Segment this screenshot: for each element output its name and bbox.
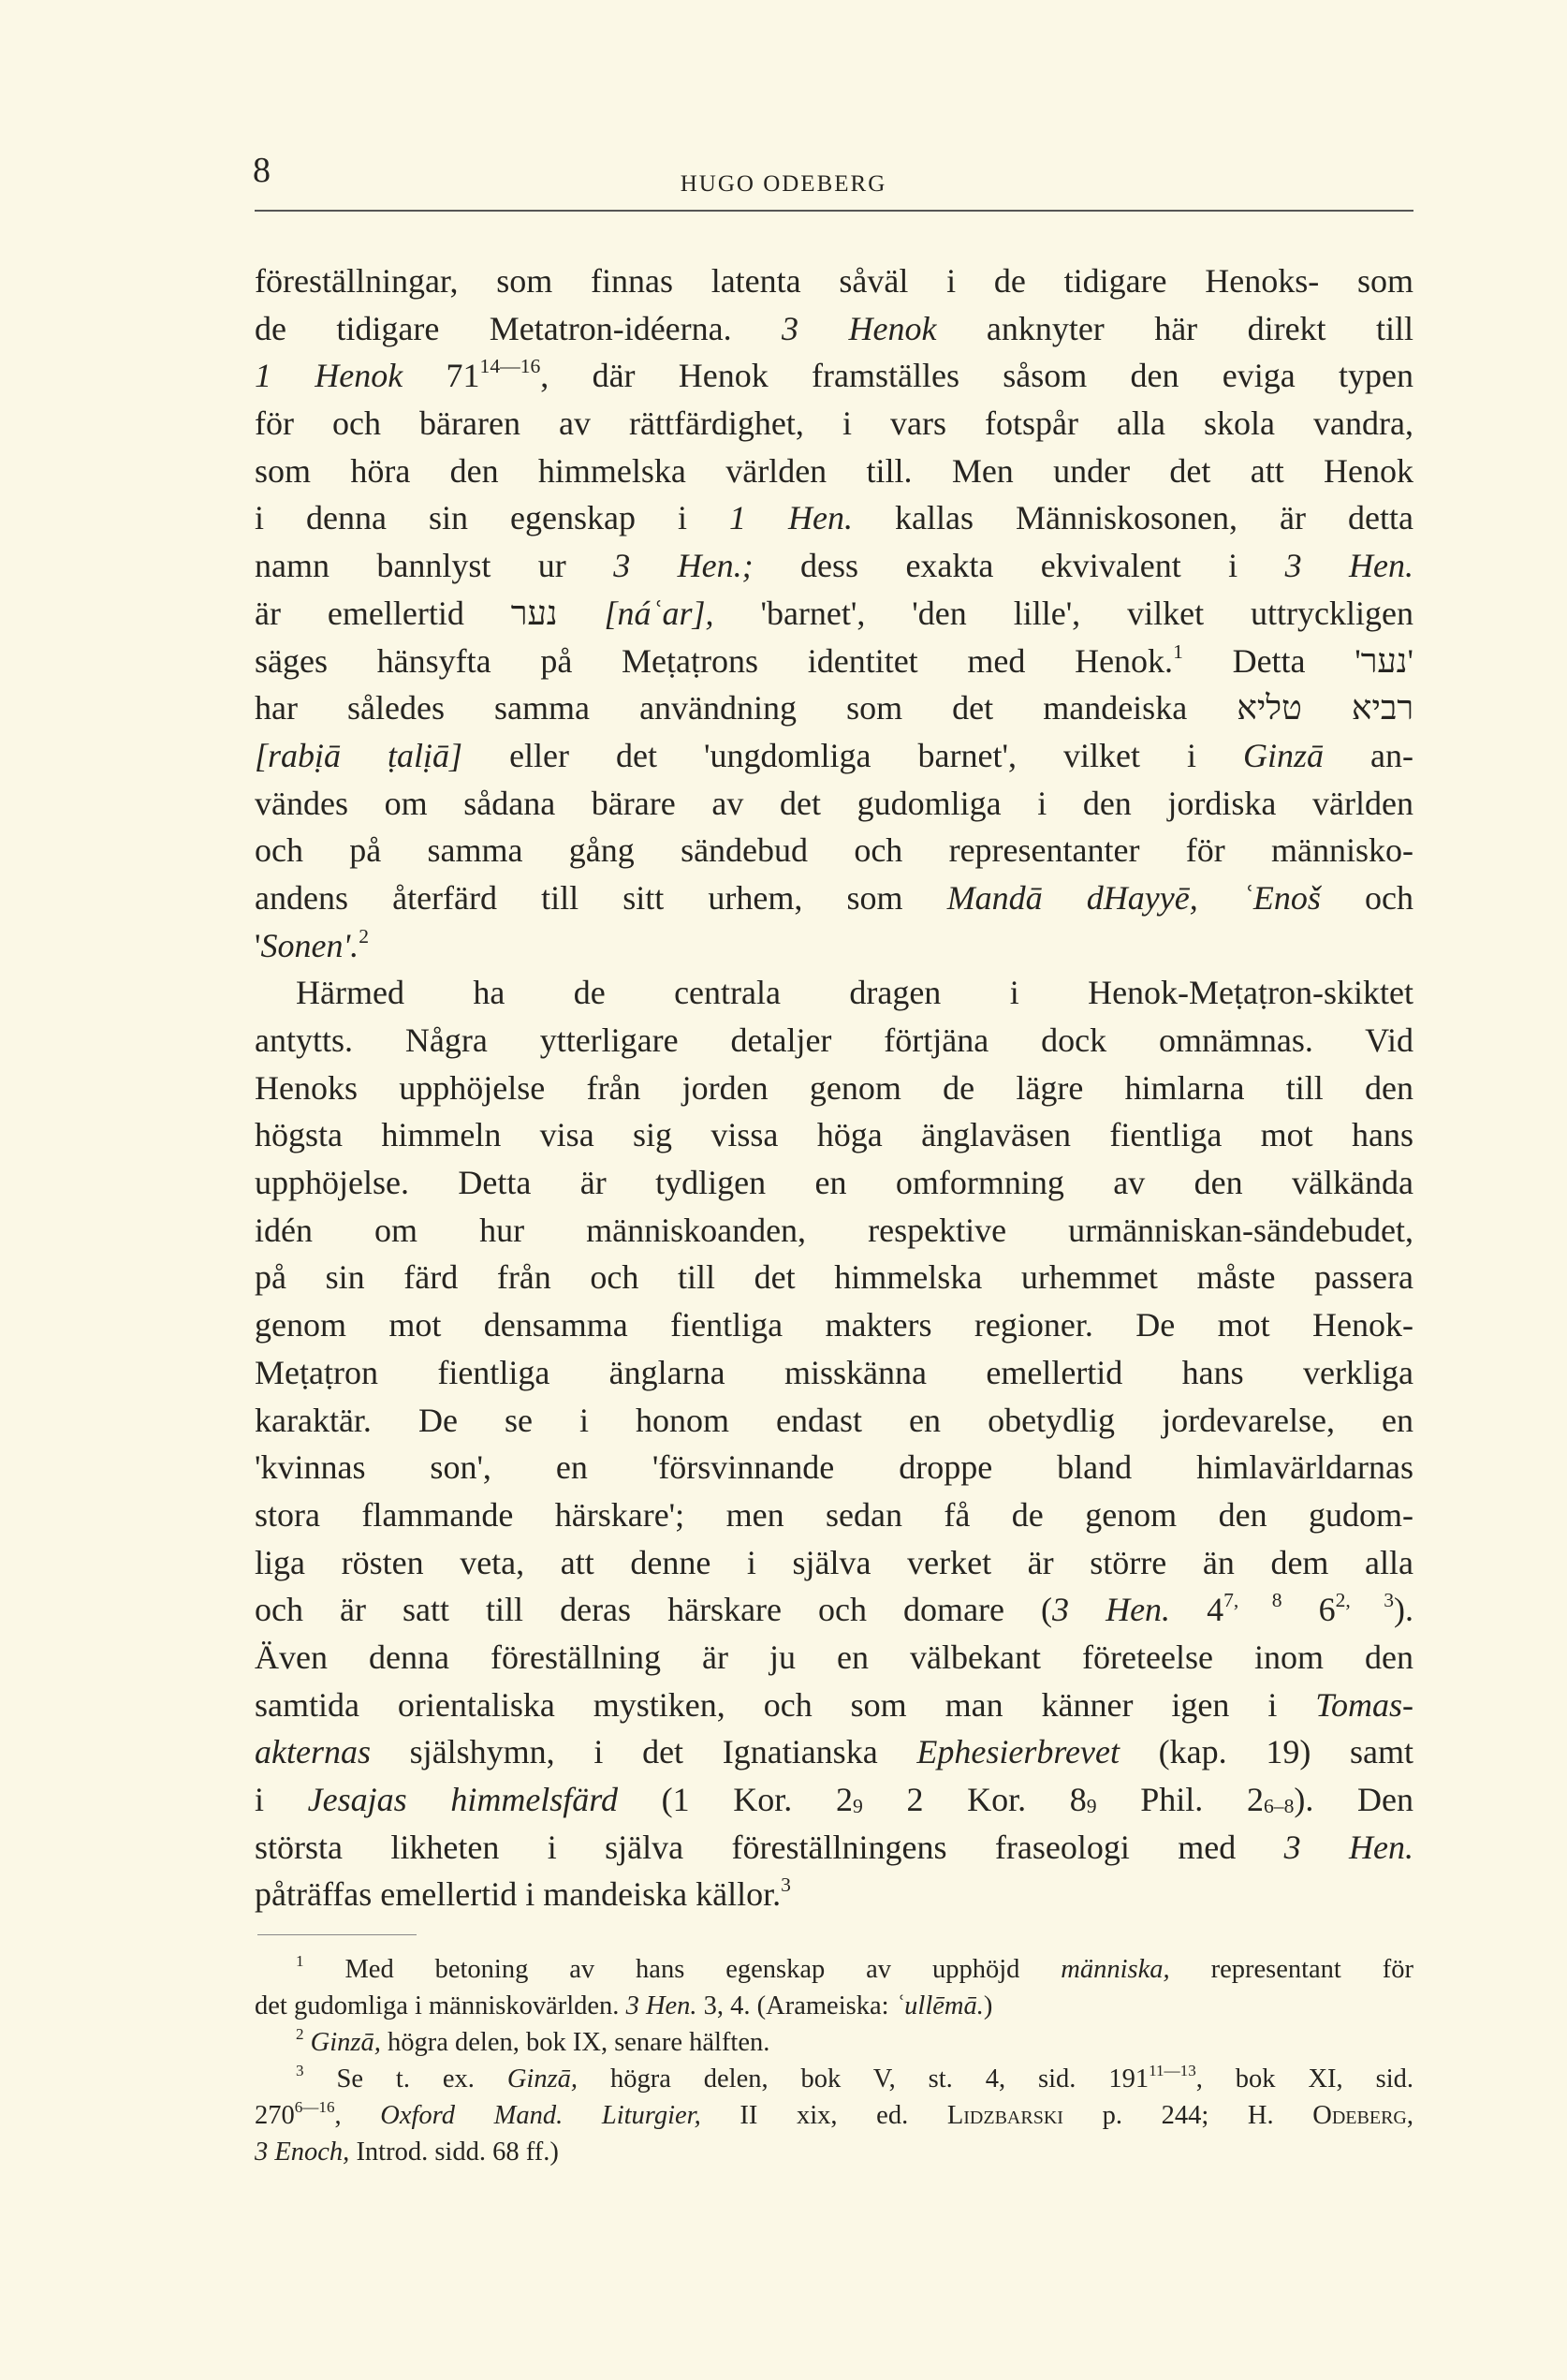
reference-mark: 6—16 [294, 2098, 335, 2117]
text-segment: 71 [403, 357, 480, 395]
text-segment: p. 244; H. [1062, 2101, 1313, 2130]
italic-text: Ephesierbrevet [916, 1733, 1120, 1771]
text-line [255, 1159, 1413, 1207]
footnote-rule [257, 1934, 417, 1935]
text-line [255, 257, 1413, 305]
text-line [255, 1728, 1413, 1776]
text-segment [304, 2028, 311, 2057]
text-segment: påträffas emellertid i mandeiska källor. [255, 1875, 782, 1914]
reference-mark: 2 [296, 2025, 304, 2044]
text-segment: säges hänsyfta på Meṭaṭrons identitet med Henok. [255, 641, 1174, 680]
text-segment: Härmed ha de centrala dragen i Henok-Meṭaṭron-skiktet [296, 974, 1413, 1012]
text-segment: högra delen, bok V, st. 4, sid. 191 [578, 2064, 1150, 2094]
italic-text: [náʿar], [604, 594, 714, 632]
italic-text: 3 Hen. [625, 1991, 697, 2020]
text-segment: Även denna föreställning är ju en välbekant företeelse inom den [255, 1638, 1413, 1676]
italic-text: 3 Hen. [1283, 1828, 1413, 1866]
text-segment: representant för [1169, 1955, 1413, 1984]
text-segment: Phil. 2 [1096, 1781, 1264, 1818]
text-segment: i denna sin egenskap i [255, 499, 730, 537]
text-segment: på sin färd från och till det himmelska urhemmet måste passera [255, 1258, 1413, 1297]
text-segment: eller det 'ungdomliga barnet', vilket i [462, 736, 1243, 774]
text-line [255, 638, 1413, 685]
reference-mark: 9 [1086, 1795, 1097, 1818]
text-segment: 4 [1170, 1591, 1224, 1629]
text-segment: ) [983, 1991, 993, 2020]
text-segment: högsta himmeln visa sig vissa höga änglaväsen fientliga mot hans [255, 1116, 1413, 1154]
text-segment: 270 [255, 2101, 295, 2130]
text-segment: har således samma användning som det mandeiska רביא טליא [255, 689, 1413, 727]
italic-text: Mandā dHayyē, [946, 878, 1198, 917]
text-segment: 2 Kor. 8 [862, 1781, 1087, 1818]
reference-mark: 2 [359, 924, 369, 948]
italic-text: Oxford Mand. Liturgier, [380, 2101, 701, 2130]
text-line [255, 827, 1413, 874]
text-segment: (kap. 19) samt [1119, 1733, 1413, 1771]
text-segment: de tidigare Metatron-idéerna. [255, 309, 783, 347]
page-number: 8 [253, 151, 271, 190]
text-line [255, 1207, 1413, 1255]
italic-text: 3 Henok [782, 309, 937, 347]
text-line [255, 494, 1413, 542]
text-line [255, 1682, 1413, 1729]
italic-text: Tomas- [1315, 1685, 1413, 1724]
text-segment: II xix, ed. [700, 2101, 947, 2130]
footnotes [255, 1951, 1413, 2170]
text-segment: anknyter här direkt till [936, 309, 1413, 347]
text-segment: samtida orientaliska mystiken, och som man känner igen i [255, 1685, 1316, 1724]
text-segment: , bok XI, sid. [1195, 2064, 1413, 2094]
text-segment: namn bannlyst ur [255, 547, 614, 585]
italic-text: Sonen'. [260, 926, 359, 964]
italic-text: 3 Hen. [1052, 1591, 1171, 1629]
text-line [255, 1111, 1413, 1159]
italic-text: 3 Enoch, [255, 2138, 350, 2167]
running-head: HUGO ODEBERG [680, 171, 887, 197]
text-segment: antytts. Några ytterligare detaljer förtjäna dock omnämnas. Vid [255, 1021, 1413, 1059]
text-segment: upphöjelse. Detta är tydligen en omformning av den välkända [255, 1164, 1413, 1202]
text-line [255, 732, 1413, 780]
text-segment: (1 Kor. 2 [617, 1781, 853, 1818]
text-line [255, 1017, 1413, 1065]
reference-mark: 14—16 [479, 355, 541, 378]
text-segment: Meṭaṭron fientliga änglarna misskänna emellertid hans verkliga [255, 1353, 1413, 1391]
text-segment: Lidzbarski [946, 2101, 1063, 2130]
italic-text: akternas [255, 1733, 371, 1771]
header-rule [255, 210, 1413, 212]
footnote-line [255, 2024, 1413, 2061]
text-segment: stora flammande härskare'; men sedan få de genom den gudom- [255, 1495, 1413, 1534]
text-segment [1198, 879, 1242, 917]
text-line [255, 1539, 1413, 1587]
italic-text: [rabịā ṭalịā] [255, 736, 463, 774]
footnote-line [255, 1988, 1413, 2024]
text-line [255, 305, 1413, 353]
text-segment: för och bäraren av rättfärdighet, i vars fotspår alla skola vandra, [255, 404, 1413, 443]
text-segment: Odeberg [1312, 2101, 1407, 2130]
text-line [255, 922, 1413, 970]
text-segment: Detta 'נער' [1182, 641, 1413, 680]
reference-mark: 1 [1173, 639, 1183, 663]
text-line [255, 1871, 1413, 1918]
text-line [255, 874, 1413, 922]
text-segment: 6 [1281, 1591, 1336, 1629]
text-segment: , [1406, 2101, 1413, 2130]
footnote-line [255, 2097, 1413, 2134]
italic-text: 1 Hen. [729, 499, 854, 537]
reference-mark: 3 [781, 1873, 791, 1897]
text-line [255, 1824, 1413, 1872]
italic-text: 1 Henok [255, 357, 403, 395]
text-segment: Se t. ex. [303, 2064, 507, 2094]
reference-mark: 6–8 [1263, 1795, 1295, 1818]
italic-text: Ginzā [1243, 736, 1325, 774]
text-segment: 3, 4. (Arameiska: [696, 1991, 896, 2020]
text-segment: och är satt till deras härskare och domare ( [255, 1591, 1053, 1629]
text-line [255, 352, 1413, 400]
text-segment: Med betoning av hans egenskap av upphöjd [303, 1955, 1062, 1984]
text-line [255, 684, 1413, 732]
text-line [255, 1065, 1413, 1112]
text-segment: största likheten i själva föreställningens fraseologi med [255, 1828, 1284, 1866]
reference-mark: 1 [296, 1952, 304, 1971]
text-segment: som höra den himmelska världen till. Men under det att Henok [255, 451, 1413, 490]
text-line [255, 1586, 1413, 1634]
text-segment: det gudomliga i människovärlden. [255, 1991, 626, 2020]
text-line [255, 542, 1413, 590]
text-line [255, 1397, 1413, 1445]
italic-text: ʿEnoš [1241, 878, 1321, 917]
footnote-line [255, 2061, 1413, 2097]
text-segment: Introd. sidd. 68 ff.) [349, 2138, 559, 2167]
text-line [255, 1349, 1413, 1397]
text-line [255, 1254, 1413, 1301]
text-segment: idén om hur människoanden, respektive urmänniskan-sändebudet, [255, 1211, 1413, 1249]
text-line [255, 1634, 1413, 1682]
italic-text: ʿullēmā. [895, 1991, 984, 2020]
text-segment: ). Den [1294, 1781, 1413, 1818]
text-segment: , där Henok framställes såsom den eviga typen [540, 357, 1413, 395]
text-segment: karaktär. De se i honom endast en obetydlig jordevarelse, en [255, 1401, 1413, 1439]
reference-mark: 7, 8 [1223, 1589, 1282, 1612]
text-segment: 'barnet', 'den lille', vilket uttryckligen [713, 594, 1413, 632]
text-line [255, 780, 1413, 828]
text-segment: och [1320, 878, 1413, 917]
reference-mark: 2, 3 [1335, 1589, 1395, 1612]
text-segment: andens återfärd till sitt urhem, som [255, 878, 947, 917]
italic-text: 3 Hen.; [613, 547, 754, 585]
text-segment: Henoks upphöjelse från jorden genom de lägre himlarna till den [255, 1068, 1413, 1107]
text-line [255, 1776, 1413, 1824]
text-segment: an- [1324, 736, 1413, 774]
text-segment: ' [255, 926, 261, 964]
footnote-line [255, 2134, 1413, 2170]
italic-text: människa, [1061, 1955, 1170, 1984]
text-segment: genom mot densamma fientliga makters regioner. De mot Henok- [255, 1306, 1413, 1344]
text-segment: är emellertid נער [255, 594, 605, 632]
text-line [255, 1301, 1413, 1349]
reference-mark: 3 [296, 2062, 304, 2080]
text-line [255, 1491, 1413, 1539]
body-text [255, 257, 1413, 1918]
italic-text: Ginzā, [310, 2028, 381, 2057]
text-line [255, 1444, 1413, 1491]
text-segment: , [334, 2101, 381, 2130]
text-segment: vändes om sådana bärare av det gudomliga i den jordiska världen [255, 784, 1413, 822]
text-segment: i [255, 1781, 308, 1818]
text-segment: föreställningar, som finnas latenta såväl i de tidigare Henoks- som [255, 262, 1413, 300]
text-segment: kallas Människosonen, är detta [853, 499, 1413, 537]
italic-text: Jesajas himmelsfärd [307, 1781, 618, 1818]
reference-mark: 11—13 [1149, 2062, 1196, 2080]
text-segment: ). [1394, 1591, 1413, 1629]
italic-text: 3 Hen. [1284, 547, 1413, 585]
text-segment: själshymn, i det Ignatianska [370, 1733, 917, 1771]
text-line [255, 400, 1413, 448]
text-segment: dess exakta ekvivalent i [753, 547, 1285, 585]
italic-text: Ginzā, [506, 2064, 578, 2094]
text-line [255, 448, 1413, 495]
reference-mark: 9 [852, 1795, 863, 1818]
text-segment: och på samma gång sändebud och representanter för människo- [255, 831, 1413, 870]
text-line [255, 969, 1413, 1017]
text-line [255, 590, 1413, 638]
text-segment: liga rösten veta, att denne i själva verket är större än dem alla [255, 1543, 1413, 1581]
text-segment: 'kvinnas son', en 'försvinnande droppe bland himlavärldarnas [255, 1448, 1413, 1487]
text-segment: högra delen, bok IX, senare hälften. [380, 2028, 770, 2057]
footnote-line [255, 1951, 1413, 1988]
